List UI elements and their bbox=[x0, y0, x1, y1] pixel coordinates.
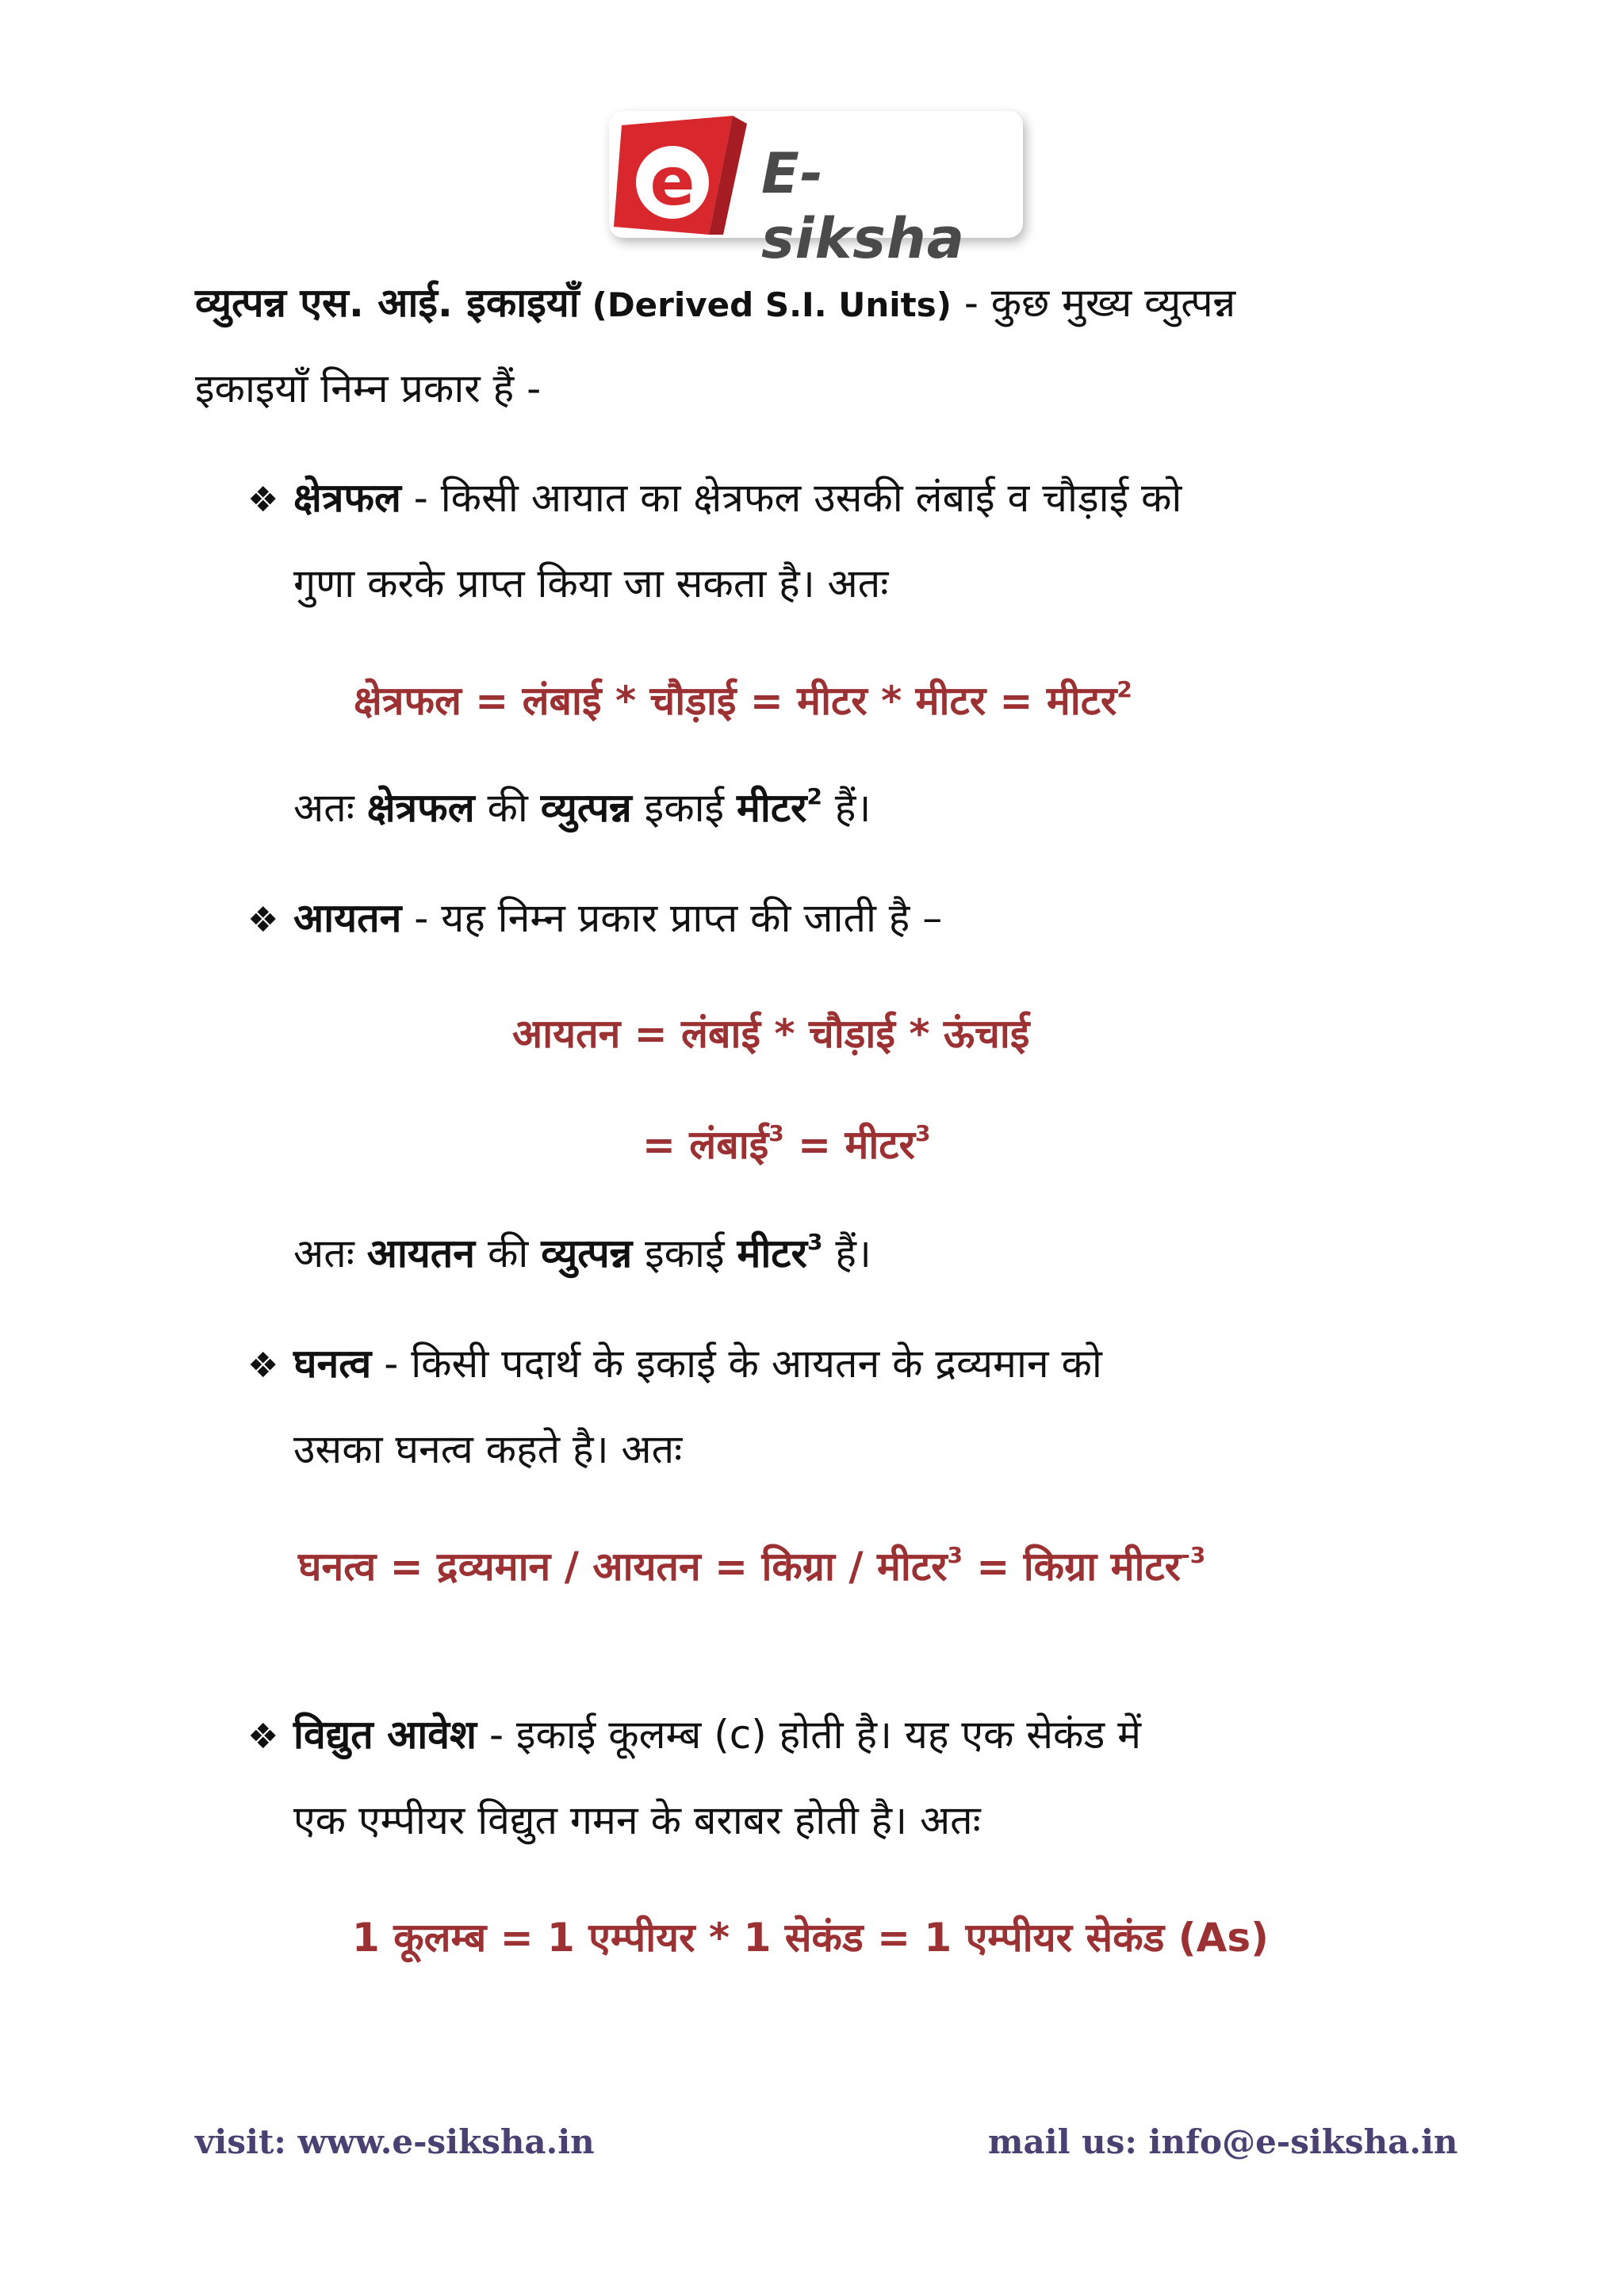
area-conc-unit-label: इकाई bbox=[631, 785, 737, 831]
volume-formula2-b: = मीटर bbox=[783, 1122, 915, 1168]
charge-term: विद्युत आवेश bbox=[293, 1712, 477, 1758]
area-formula-sup: 2 bbox=[1116, 676, 1132, 702]
density-formula bbox=[298, 1538, 1205, 1592]
area-desc1: - किसी आयात का क्षेत्रफल उसकी लंबाई व चौड़ाई को bbox=[400, 475, 1182, 521]
area-bullet bbox=[247, 474, 1182, 522]
area-conclusion bbox=[293, 783, 871, 832]
intro-heading bbox=[195, 279, 1235, 327]
area-conc-prefix: अतः bbox=[293, 785, 367, 831]
svg-text:e: e bbox=[649, 143, 695, 220]
volume-formula2-sup-a: 3 bbox=[768, 1120, 784, 1146]
area-formula bbox=[354, 672, 1132, 726]
area-conc-derived: व्युत्पन्न bbox=[540, 785, 632, 831]
volume-conclusion bbox=[293, 1229, 871, 1277]
density-desc2: उसका घनत्व कहते है। अतः bbox=[293, 1426, 683, 1472]
density-desc1: - किसी पदार्थ के इकाई के आयतन के द्रव्यमान को bbox=[371, 1341, 1102, 1387]
volume-formula2-sup-b: 3 bbox=[914, 1120, 931, 1146]
area-conc-ki: की bbox=[474, 785, 541, 831]
density-formula-sup-a: 3 bbox=[947, 1542, 963, 1568]
intro-line2: इकाइयाँ निम्न प्रकार हैं - bbox=[195, 365, 542, 411]
area-conc-unit: मीटर bbox=[737, 785, 807, 831]
volume-conc-sup: 3 bbox=[806, 1229, 823, 1255]
intro-heading-latin: (Derived S.I. Units) bbox=[592, 285, 952, 324]
volume-conc-unit: मीटर bbox=[737, 1230, 807, 1276]
intro-heading-bold: व्युत्पन्न एस. आई. इकाइयाँ bbox=[195, 280, 580, 326]
volume-conc-prefix: अतः bbox=[293, 1230, 367, 1276]
volume-conc-end: हैं। bbox=[822, 1230, 871, 1276]
volume-formula1: आयतन = लंबाई * चौड़ाई * ऊंचाई bbox=[512, 1011, 1030, 1057]
volume-conc-ki: की bbox=[475, 1230, 542, 1276]
volume-conc-term: आयतन bbox=[366, 1230, 476, 1276]
area-formula-text: क्षेत्रफल = लंबाई * चौड़ाई = मीटर * मीटर = मीटर bbox=[354, 678, 1117, 724]
density-term: घनत्व bbox=[293, 1341, 372, 1387]
bullet-icon: ❖ bbox=[247, 1716, 279, 1757]
charge-desc2: एक एम्पीयर विद्युत गमन के बराबर होती है। अतः bbox=[293, 1797, 981, 1843]
area-term: क्षेत्रफल bbox=[293, 475, 401, 521]
bullet-icon: ❖ bbox=[247, 480, 279, 520]
logo-text: E-siksha bbox=[761, 141, 965, 271]
bullet-icon: ❖ bbox=[247, 900, 279, 940]
volume-formula2-a: = लंबाई bbox=[642, 1122, 769, 1168]
footer-visit-link[interactable]: visit: www.e-siksha.in bbox=[195, 2122, 595, 2161]
bullet-icon: ❖ bbox=[247, 1345, 279, 1386]
volume-bullet bbox=[247, 894, 942, 942]
footer-mail-link[interactable]: mail us: info@e-siksha.in bbox=[988, 2122, 1458, 2161]
volume-formula2 bbox=[642, 1116, 930, 1170]
area-desc2: गुणा करके प्राप्त किया जा सकता है। अतः bbox=[293, 561, 889, 607]
density-bullet bbox=[247, 1340, 1102, 1387]
e-siksha-logo-mark bbox=[614, 116, 747, 235]
e-siksha-logo bbox=[609, 111, 1023, 271]
charge-formula: 1 कूलम्ब = 1 एम्पीयर * 1 सेकंड = 1 एम्पीयर सेकंड (As) bbox=[352, 1915, 1269, 1961]
volume-conc-derived: व्युत्पन्न bbox=[541, 1230, 633, 1276]
area-conc-end: हैं। bbox=[822, 785, 871, 831]
charge-bullet bbox=[247, 1711, 1141, 1758]
density-formula-a: घनत्व = द्रव्यमान / आयतन = किग्रा / मीटर bbox=[298, 1544, 948, 1590]
volume-desc1: - यह निम्न प्रकार प्राप्त की जाती है – bbox=[401, 895, 943, 941]
intro-heading-tail: - कुछ मुख्य व्युत्पन्न bbox=[951, 280, 1236, 326]
area-conc-sup: 2 bbox=[806, 783, 822, 809]
density-formula-sup-b: -3 bbox=[1181, 1542, 1206, 1568]
area-conc-term: क्षेत्रफल bbox=[366, 785, 475, 831]
volume-term: आयतन bbox=[293, 895, 402, 941]
charge-desc1: - इकाई कूलम्ब (c) होती है। यह एक सेकंड में bbox=[477, 1712, 1141, 1758]
volume-conc-unit-label: इकाई bbox=[632, 1230, 737, 1276]
density-formula-b: = किग्रा मीटर bbox=[963, 1544, 1182, 1590]
